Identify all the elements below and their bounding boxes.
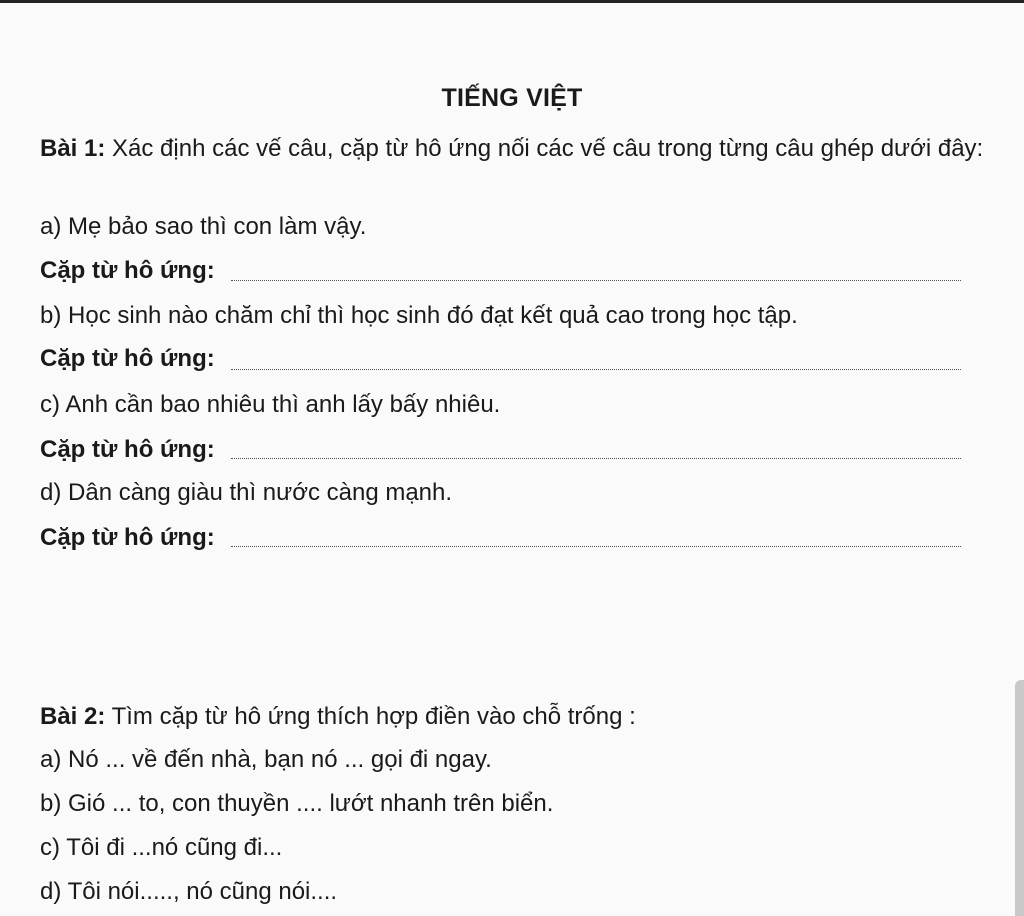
exercise-1-label: Bài 1:	[40, 135, 106, 162]
answer-line-c[interactable]	[231, 458, 961, 459]
exercise-1-prompt	[40, 132, 985, 166]
exercise-2-item-d: d) Tôi nói....., nó cũng nói....	[40, 878, 338, 905]
answer-label-b: Cặp từ hô ứng:	[40, 345, 215, 372]
exercise-2-item-b: b) Gió ... to, con thuyền .... lướt nhanh trên biển.	[40, 790, 554, 817]
exercise-1-item-c: c) Anh cần bao nhiêu thì anh lấy bấy nhiêu.	[40, 391, 501, 418]
exercise-1-item-b: b) Học sinh nào chăm chỉ thì học sinh đó đạt kết quả cao trong học tập.	[40, 302, 798, 329]
answer-label-d: Cặp từ hô ứng:	[40, 524, 215, 551]
exercise-2-item-a: a) Nó ... về đến nhà, bạn nó ... gọi đi ngay.	[40, 746, 492, 773]
answer-label-a: Cặp từ hô ứng:	[40, 257, 215, 284]
exercise-2-label: Bài 2:	[40, 703, 106, 730]
answer-line-d[interactable]	[231, 546, 961, 547]
exercise-2-item-c: c) Tôi đi ...nó cũng đi...	[40, 834, 283, 861]
exercise-1-item-a: a) Mẹ bảo sao thì con làm vậy.	[40, 213, 367, 240]
scrollbar-handle[interactable]	[1015, 680, 1024, 916]
exercise-2-text: Tìm cặp từ hô ứng thích hợp điền vào chỗ trống :	[105, 703, 636, 730]
exercise-1-item-d: d) Dân càng giàu thì nước càng mạnh.	[40, 479, 453, 506]
answer-line-a[interactable]	[231, 280, 961, 281]
page-title: TIẾNG VIỆT	[441, 84, 583, 112]
exercise-2-prompt	[40, 703, 636, 731]
answer-line-b[interactable]	[231, 369, 961, 370]
exercise-1-text: Xác định các vế câu, cặp từ hô ứng nối các vế câu trong từng câu ghép dưới đây:	[105, 135, 984, 162]
answer-label-c: Cặp từ hô ứng:	[40, 436, 215, 463]
